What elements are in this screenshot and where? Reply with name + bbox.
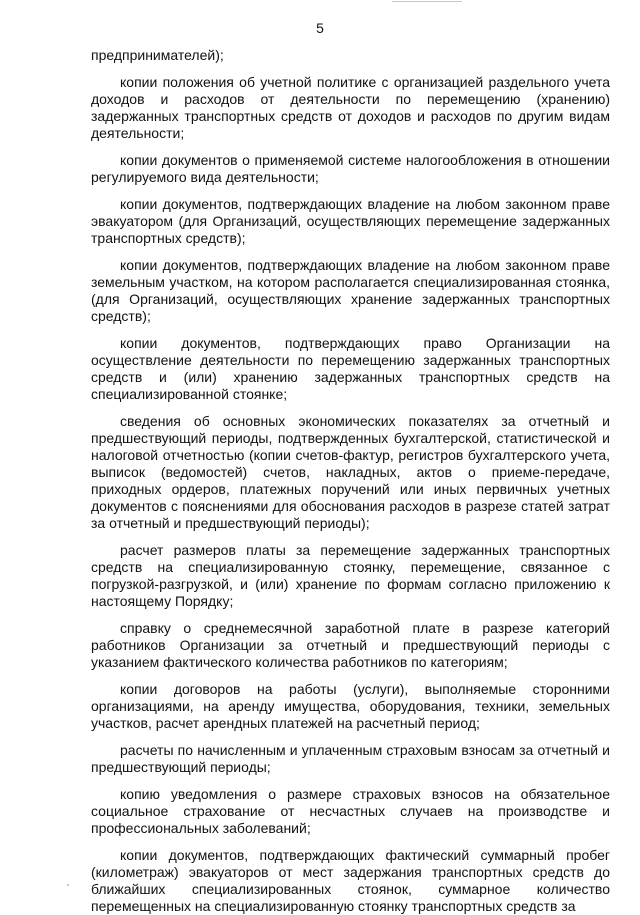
paragraph: копию уведомления о размере страховых взносов на обязательное социальное страхование от несчастных случаев на производстве и профессиональных заболеваний; <box>91 786 610 836</box>
paragraph: расчеты по начисленным и уплаченным страховым взносам за отчетный и предшествующий периоды; <box>91 742 610 775</box>
paragraph: справку о среднемесячной заработной плате в разрезе категорий работников Организации за отчетный и предшествующий периоды с указанием фактического количества работников по категориям; <box>91 620 610 670</box>
paragraph: копии документов, подтверждающих право Организации на осуществление деятельности по перемещению задержанных транспортных средств и (или) хранению задержанных транспортных средств на специализированной стоянке; <box>91 335 610 402</box>
paragraph: копии документов, подтверждающих владение на любом законном праве эвакуатором (для Организаций, осуществляющих перемещение задержанных транспортных средств); <box>91 196 610 246</box>
document-body <box>91 47 610 915</box>
page-number: 5 <box>316 20 324 36</box>
paragraph: копии документов, подтверждающих фактический суммарный пробег (километраж) эвакуаторов от мест задержания транспортных средств до ближайших специализированных стоянок, суммарное количество перемещенных на специализированную стоянку транспортных средств за <box>91 847 610 914</box>
paragraph: копии договоров на работы (услуги), выполняемые сторонними организациями, на аренду имущества, оборудования, техники, земельных участков, расчет арендных платежей на расчетный период; <box>91 681 610 731</box>
scan-speck <box>67 884 69 886</box>
paragraph: копии документов, подтверждающих владение на любом законном праве земельным участком, на котором располагается специализированная стоянка, (для Организаций, осуществляющих хранение задержанных транспортных средств); <box>91 257 610 324</box>
paragraph: предпринимателей); <box>91 47 224 63</box>
paragraph: сведения об основных экономических показателях за отчетный и предшествующий периоды, подтвержденных бухгалтерской, статистической и налоговой отчетностью (копии счетов-фактур, регистров бухгалтерского учета, выписок (ведомостей) счетов, накладных, актов о приеме-передаче, приходных ордеров, платежных поручений или иных первичных учетных документов с пояснениями для обоснования расходов в разрезе статей затрат за отчетный и предшествующий периоды); <box>91 413 610 531</box>
paragraph: копии документов о применяемой системе налогообложения в отношении регулируемого вида деятельности; <box>91 152 610 185</box>
top-edge-line <box>392 1 462 2</box>
paragraph: копии положения об учетной политике с организацией раздельного учета доходов и расходов от деятельности по перемещению (хранению) задержанных транспортных средств от доходов и расходов по другим видам деятельности; <box>91 74 610 141</box>
paragraph: расчет размеров платы за перемещение задержанных транспортных средств на специализированную стоянку, перемещение, связанное с погрузкой-разгрузкой, и (или) хранение по формам согласно приложению к настоящему Порядку; <box>91 542 610 609</box>
